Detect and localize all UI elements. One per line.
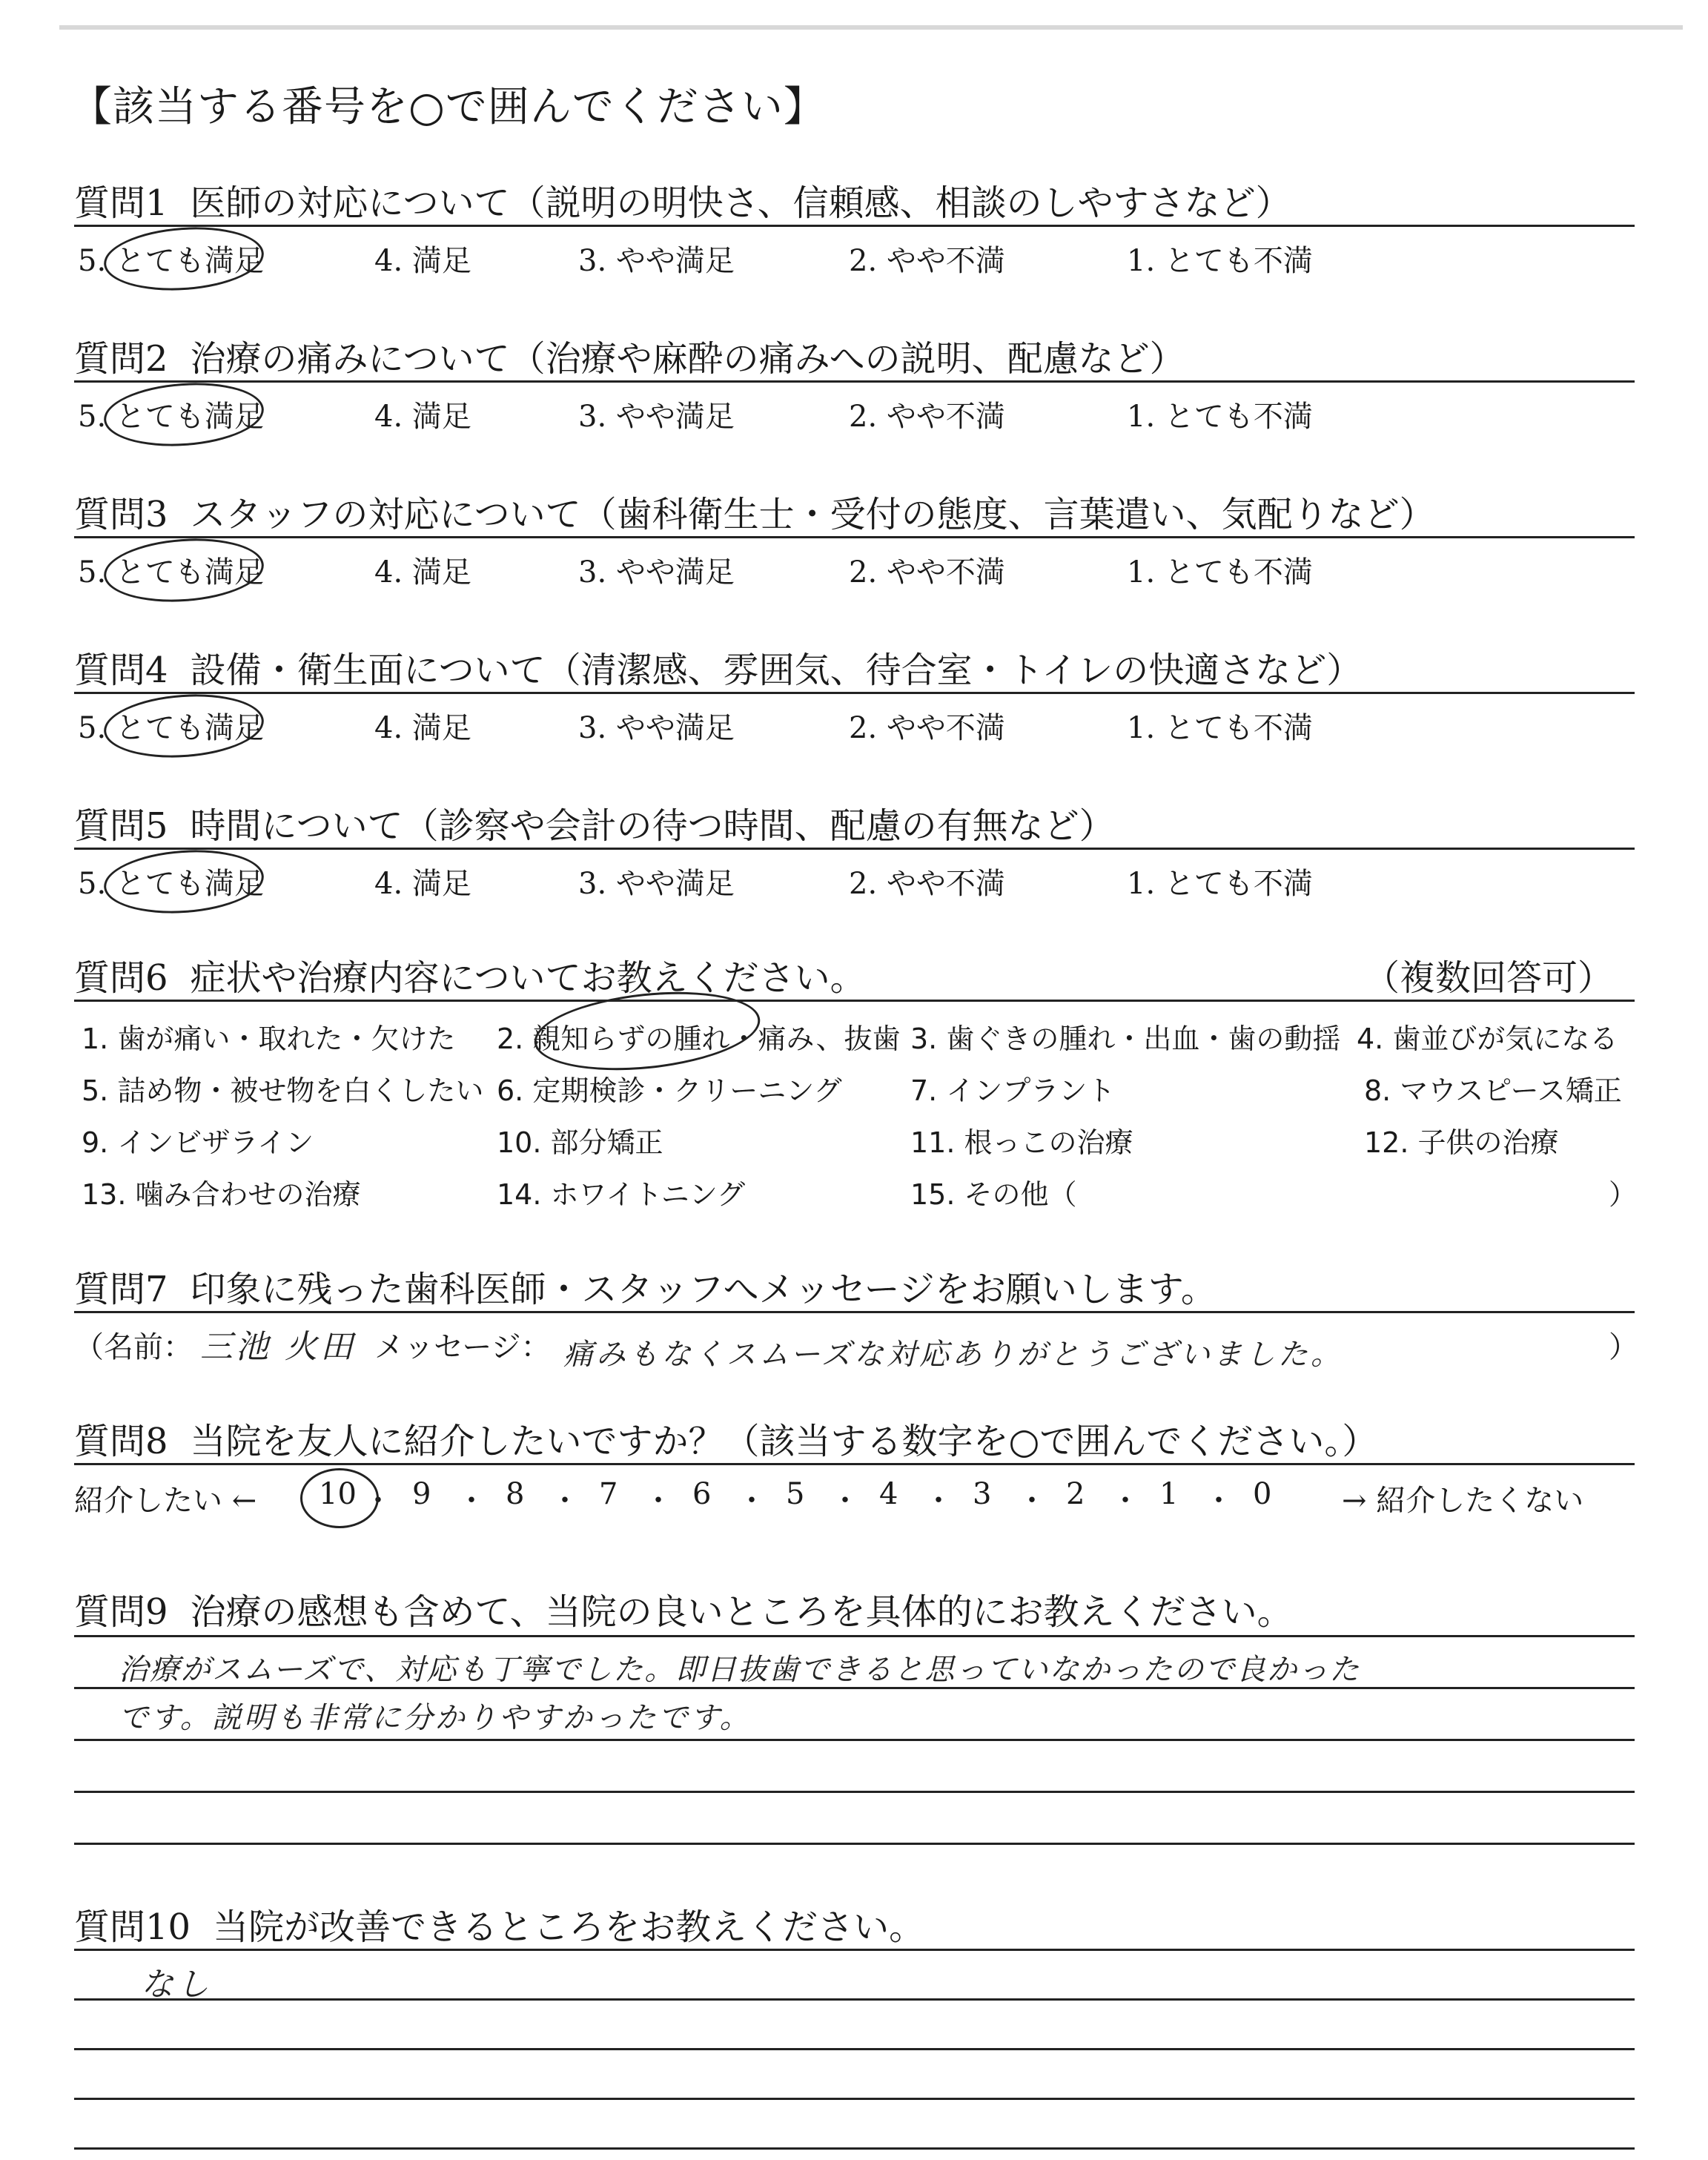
q4-divider xyxy=(74,692,1635,694)
q6-item-7[interactable]: 7. インプラント xyxy=(910,1074,1116,1107)
q7-close: ） xyxy=(1609,1330,1638,1364)
q9-text: 治療の感想も含めて、当院の良いところを具体的にお教えください。 xyxy=(190,1591,1293,1633)
q7-number: 質問7 xyxy=(74,1269,168,1310)
scan-edge xyxy=(59,25,1683,30)
q5-option-5[interactable]: 5. とても満足 xyxy=(78,867,264,901)
q6-item-8[interactable]: 8. マウスピース矯正 xyxy=(1364,1074,1622,1107)
q6-item-10[interactable]: 10. 部分矯正 xyxy=(497,1126,663,1159)
q9-line-1 xyxy=(74,1635,1635,1637)
q8-separator: ・ xyxy=(457,1484,486,1518)
q6-item-4[interactable]: 4. 歯並びが気になる xyxy=(1357,1023,1618,1055)
q6-item-5[interactable]: 5. 詰め物・被せ物を白くしたい xyxy=(82,1074,484,1107)
q4-option-1[interactable]: 1. とても不満 xyxy=(1127,711,1313,745)
q6-item-2[interactable]: 2. 親知らずの腫れ・痛み、抜歯 xyxy=(497,1023,901,1055)
q7-divider xyxy=(74,1311,1635,1313)
q1-title xyxy=(74,174,1291,225)
q6-item-15[interactable]: 15. その他（ xyxy=(910,1178,1077,1211)
q8-text: 当院を友人に紹介したいですか？（該当する数字を○で囲んでください。） xyxy=(190,1421,1378,1462)
q8-separator: ・ xyxy=(363,1484,393,1518)
q3-number: 質問3 xyxy=(74,494,168,535)
q8-separator: ・ xyxy=(924,1484,953,1518)
q1-option-4[interactable]: 4. 満足 xyxy=(374,244,471,278)
q1-option-2[interactable]: 2. やや不満 xyxy=(849,244,1005,278)
q6-item-11[interactable]: 11. 根っこの治療 xyxy=(910,1126,1133,1159)
q1-option-1[interactable]: 1. とても不満 xyxy=(1127,244,1313,278)
q5-divider xyxy=(74,848,1635,850)
q2-title xyxy=(74,330,1185,381)
q8-number: 質問8 xyxy=(74,1421,168,1462)
q6-item-13[interactable]: 13. 噛み合わせの治療 xyxy=(82,1178,361,1211)
q8-scale-9[interactable]: 9 xyxy=(412,1477,431,1511)
q8-scale-4[interactable]: 4 xyxy=(879,1477,898,1511)
q9-number: 質問9 xyxy=(74,1591,168,1633)
q4-option-3[interactable]: 3. やや満足 xyxy=(578,711,735,745)
q5-text: 時間について（診察や会計の待つ時間、配慮の有無など） xyxy=(190,805,1115,847)
q1-text: 医師の対応について（説明の明快さ、信頼感、相談のしやすさなど） xyxy=(190,182,1291,224)
q4-option-4[interactable]: 4. 満足 xyxy=(374,711,471,745)
q10-line-2 xyxy=(74,1998,1635,2001)
q6-item-6[interactable]: 6. 定期検診・クリーニング xyxy=(497,1074,842,1107)
q9-title xyxy=(74,1583,1293,1634)
q4-title xyxy=(74,641,1362,693)
q6-text: 症状や治療内容についてお教えください。 xyxy=(190,957,866,999)
q8-separator: ・ xyxy=(550,1484,580,1518)
q2-option-3[interactable]: 3. やや満足 xyxy=(578,400,735,434)
q8-scale-8[interactable]: 8 xyxy=(506,1477,525,1511)
q1-option-5[interactable]: 5. とても満足 xyxy=(78,244,264,278)
q10-line-4 xyxy=(74,2098,1635,2100)
q9-line-5 xyxy=(74,1843,1635,1845)
q6-note: （複数回答可） xyxy=(1364,957,1614,999)
q6-divider xyxy=(74,1000,1635,1002)
q8-title xyxy=(74,1413,1377,1464)
q8-left-label: 紹介したい ← xyxy=(74,1484,257,1518)
q5-option-3[interactable]: 3. やや満足 xyxy=(578,867,735,901)
q10-line-5 xyxy=(74,2147,1635,2150)
q3-text: スタッフの対応について（歯科衛生士・受付の態度、言葉遣い、気配りなど） xyxy=(190,494,1435,535)
q6-number: 質問6 xyxy=(74,957,168,999)
q8-scale-5[interactable]: 5 xyxy=(786,1477,805,1511)
q5-option-2[interactable]: 2. やや不満 xyxy=(849,867,1005,901)
q8-separator: ・ xyxy=(1017,1484,1047,1518)
q8-separator: ・ xyxy=(1110,1484,1140,1518)
q8-right-label: → 紹介したくない xyxy=(1342,1484,1584,1518)
q8-separator: ・ xyxy=(830,1484,860,1518)
q3-option-3[interactable]: 3. やや満足 xyxy=(578,555,735,589)
q6-item-14[interactable]: 14. ホワイトニング xyxy=(497,1178,746,1211)
q9-line-3 xyxy=(74,1739,1635,1741)
q3-option-1[interactable]: 1. とても不満 xyxy=(1127,555,1313,589)
q6-item-16[interactable]: ） xyxy=(1609,1178,1638,1211)
q1-number: 質問1 xyxy=(74,182,168,224)
q8-scale-10[interactable]: 10 xyxy=(319,1477,357,1511)
q4-option-5[interactable]: 5. とても満足 xyxy=(78,711,264,745)
q2-text: 治療の痛みについて（治療や麻酔の痛みへの説明、配慮など） xyxy=(190,338,1185,380)
q6-item-3[interactable]: 3. 歯ぐきの腫れ・出血・歯の動揺 xyxy=(910,1023,1341,1055)
q10-title xyxy=(74,1898,924,1949)
q2-number: 質問2 xyxy=(74,338,168,380)
q9-answer-line1: 治療がスムーズで、対応も丁寧でした。即日抜歯できると思っていなかったので良かった xyxy=(119,1653,1361,1687)
q7-name-value: 三池 火田 xyxy=(200,1328,356,1366)
q10-number: 質問10 xyxy=(74,1906,191,1948)
q7-message-label: メッセージ： xyxy=(374,1330,551,1364)
q5-title xyxy=(74,797,1115,848)
q6-title xyxy=(74,949,866,1000)
q8-scale-7[interactable]: 7 xyxy=(599,1477,618,1511)
q7-name-label: （名前： xyxy=(74,1330,193,1364)
q4-text: 設備・衛生面について（清潔感、雰囲気、待合室・トイレの快適さなど） xyxy=(190,650,1363,691)
q2-option-2[interactable]: 2. やや不満 xyxy=(849,400,1005,434)
q4-number: 質問4 xyxy=(74,650,168,691)
q3-option-2[interactable]: 2. やや不満 xyxy=(849,555,1005,589)
q9-line-4 xyxy=(74,1791,1635,1793)
q2-option-1[interactable]: 1. とても不満 xyxy=(1127,400,1313,434)
q8-divider xyxy=(74,1463,1635,1465)
q5-number: 質問5 xyxy=(74,805,168,847)
q5-option-4[interactable]: 4. 満足 xyxy=(374,867,471,901)
q5-option-1[interactable]: 1. とても不満 xyxy=(1127,867,1313,901)
q8-scale-1[interactable]: 1 xyxy=(1159,1477,1179,1511)
q9-answer-line2: です。説明も非常に分かりやすかったです。 xyxy=(119,1701,752,1735)
q6-item-9[interactable]: 9. インビザライン xyxy=(82,1126,314,1159)
q7-title xyxy=(74,1261,1217,1312)
q6-item-1[interactable]: 1. 歯が痛い・取れた・欠けた xyxy=(82,1023,456,1055)
q10-answer: なし xyxy=(141,1966,212,2004)
q1-option-3[interactable]: 3. やや満足 xyxy=(578,244,735,278)
q3-option-5[interactable]: 5. とても満足 xyxy=(78,555,264,589)
q3-option-4[interactable]: 4. 満足 xyxy=(374,555,471,589)
q1-divider xyxy=(74,225,1635,227)
q6-item-12[interactable]: 12. 子供の治療 xyxy=(1364,1126,1559,1159)
q8-scale-6[interactable]: 6 xyxy=(692,1477,712,1511)
q3-divider xyxy=(74,536,1635,538)
q8-scale-0[interactable]: 0 xyxy=(1253,1477,1272,1511)
q8-separator: ・ xyxy=(737,1484,767,1518)
q8-separator: ・ xyxy=(643,1484,673,1518)
q2-divider xyxy=(74,380,1635,383)
page-heading: 【該当する番号を○で囲んでください】 xyxy=(70,83,826,131)
q3-title xyxy=(74,486,1435,537)
q10-line-1 xyxy=(74,1949,1635,1951)
q8-separator: ・ xyxy=(1204,1484,1234,1518)
q10-line-3 xyxy=(74,2048,1635,2050)
q10-text: 当院が改善できるところをお教えください。 xyxy=(213,1906,925,1948)
q2-option-5[interactable]: 5. とても満足 xyxy=(78,400,264,434)
q7-text: 印象に残った歯科医師・スタッフへメッセージをお願いします。 xyxy=(190,1269,1217,1310)
q7-message-value: 痛みもなくスムーズな対応ありがとうございました。 xyxy=(563,1338,1343,1372)
q8-scale-3[interactable]: 3 xyxy=(973,1477,992,1511)
q4-option-2[interactable]: 2. やや不満 xyxy=(849,711,1005,745)
q2-option-4[interactable]: 4. 満足 xyxy=(374,400,471,434)
q8-scale-2[interactable]: 2 xyxy=(1066,1477,1085,1511)
